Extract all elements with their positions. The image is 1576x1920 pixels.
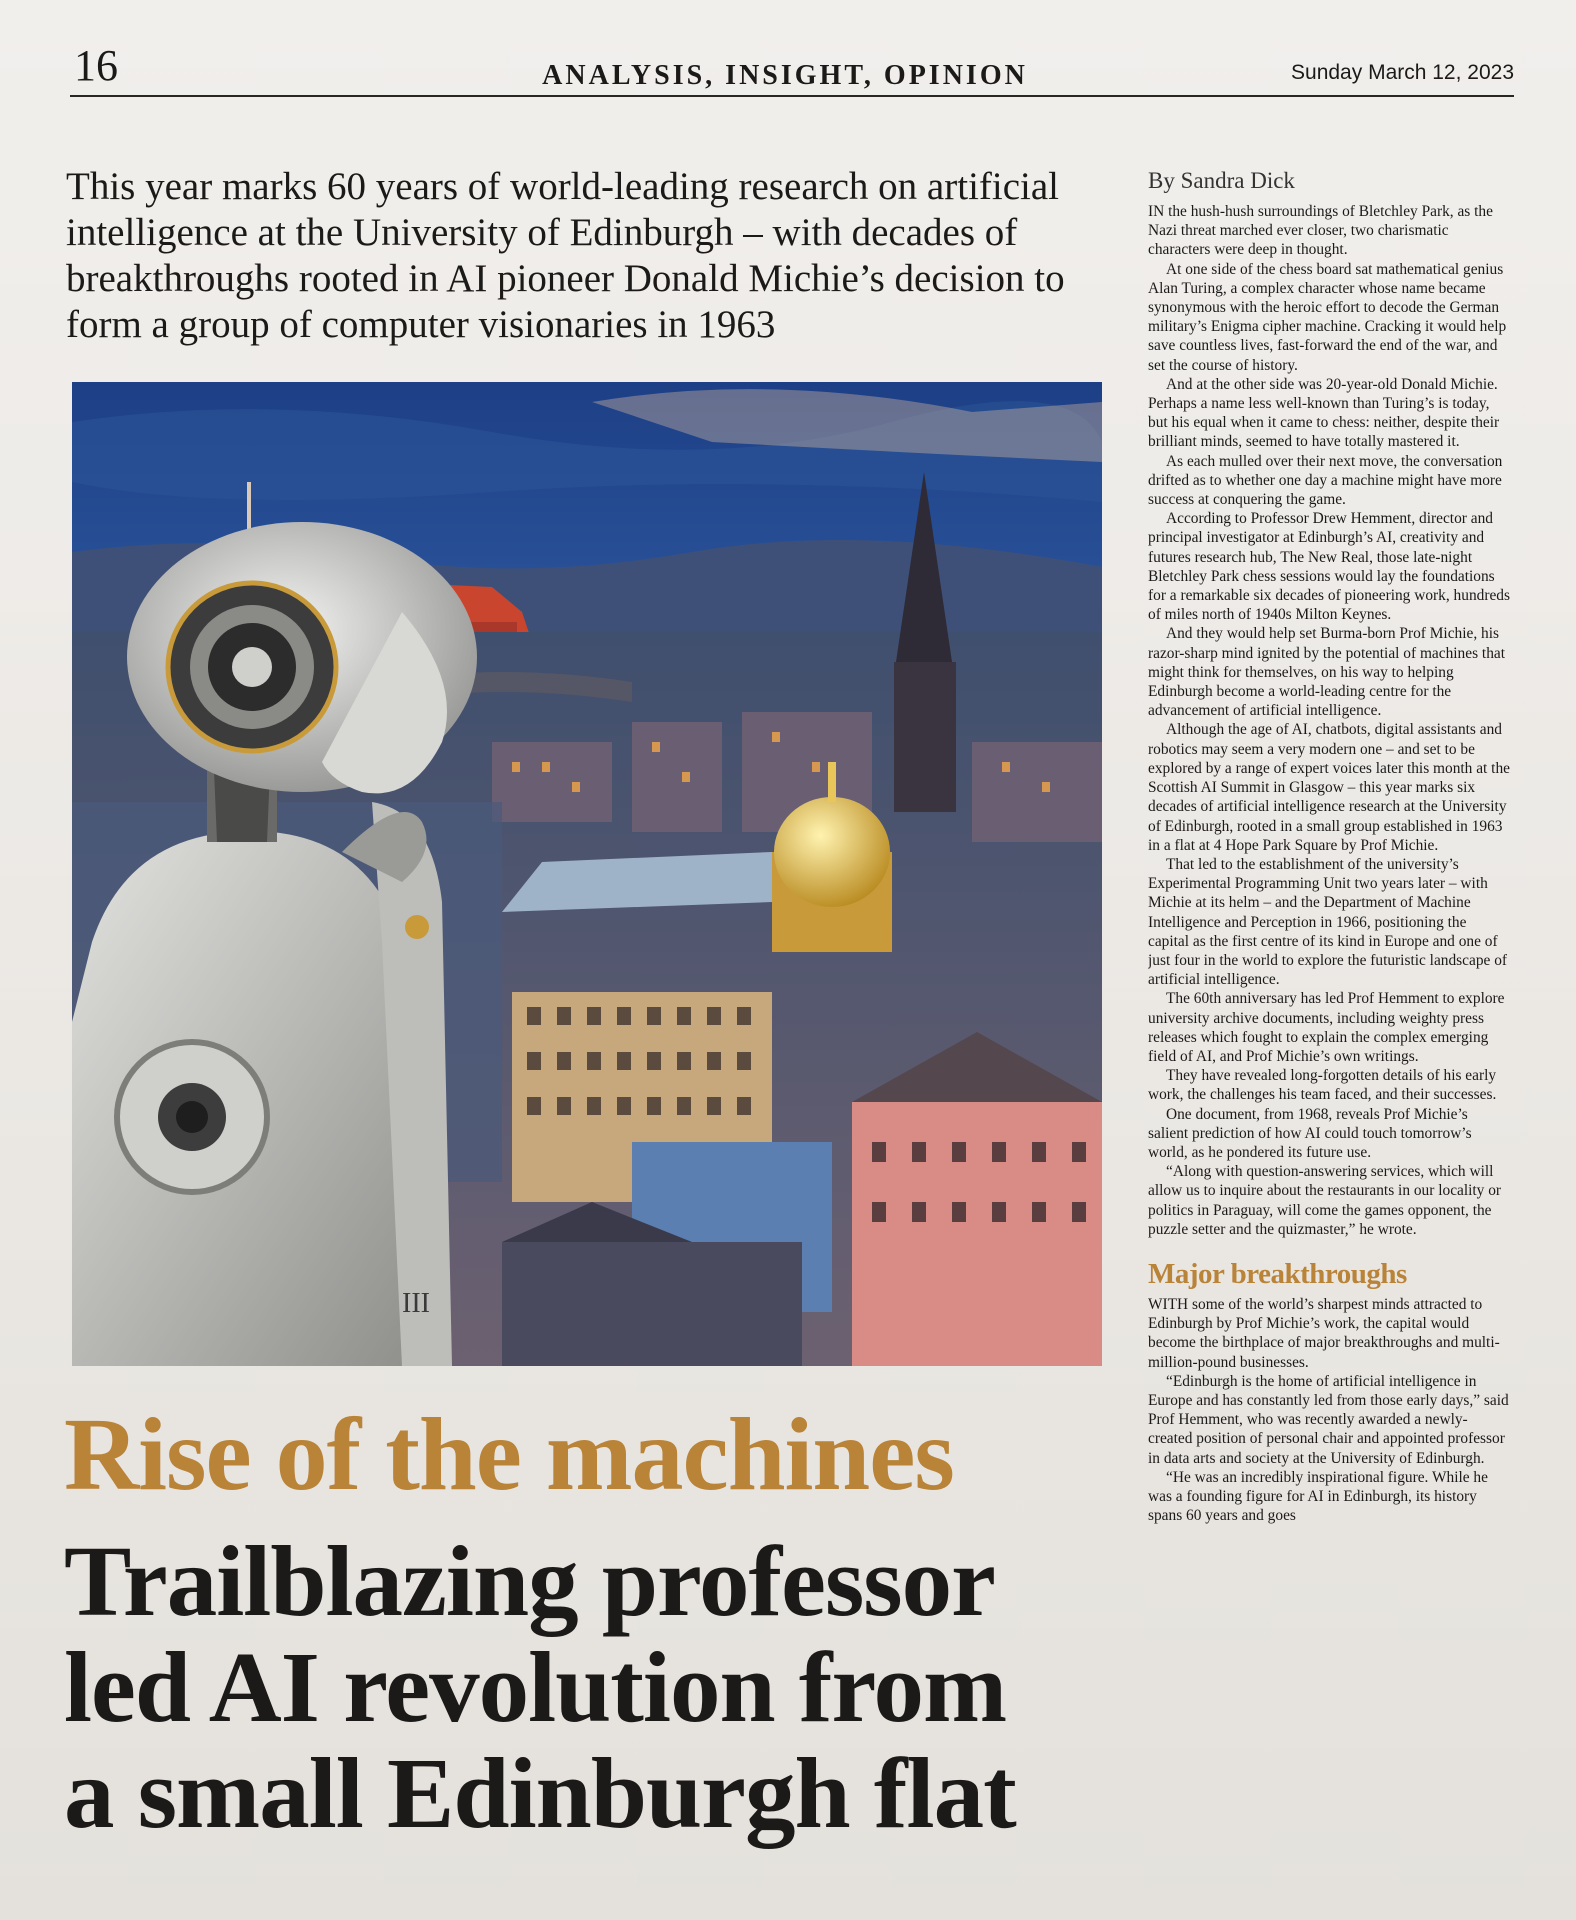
body-paragraph: And at the other side was 20-year-old Donald Michie. Perhaps a name less well-known than Turing’s is today, but his equal when it came to chess: neither, despite their brilliant minds, seemed to have totally mastered it. xyxy=(1148,375,1500,451)
body-paragraph: The 60th anniversary has led Prof Hemment to explore university archive documents, including weighty press releases which fought to explain the complex emerging field of AI, and Prof Michie’s own writings. xyxy=(1148,990,1505,1065)
header-rule xyxy=(70,95,1514,97)
standfirst: This year marks 60 years of world-leading research on artificial intelligence at the University of Edinburgh – with decades of breakthroughs rooted in AI pioneer Donald Michie’s decision to form a group of computer visionaries in 1963 xyxy=(66,165,1065,346)
body-paragraph: They have revealed long-forgotten details of his early work, the challenges his team faced, and their successes. xyxy=(1148,1067,1497,1104)
headline-line: a small Edinburgh flat xyxy=(64,1737,1016,1849)
body-paragraph: WITH some of the world’s sharpest minds attracted to Edinburgh by Prof Michie’s work, the capital would become the birthplace of major breakthroughs and multi-million-pound businesses. xyxy=(1148,1295,1500,1371)
svg-text:III: III xyxy=(402,1288,430,1319)
body-paragraph: “Along with question-answering services, which will allow us to inquire about the restaurants in our locality or politics in Paraguay, will come the games opponent, the puzzle setter and the quizmaster,” he wrote. xyxy=(1148,1163,1502,1238)
article-body-column xyxy=(1148,166,1510,1886)
body-paragraph: As each mulled over their next move, the conversation drifted as to whether one day a machine might have more success at conquering the game. xyxy=(1148,452,1503,509)
body-paragraph: “He was an incredibly inspirational figure. While he was a founding figure for AI in Edinburgh, its history spans 60 years and goes xyxy=(1148,1468,1488,1525)
body-paragraph: And they would help set Burma-born Prof Michie, his razor-sharp mind ignited by the potential of machines that might think for themselves, on his way to helping Edinburgh become a world-leading centre for the advancement of artificial intelligence. xyxy=(1148,625,1505,720)
kicker-headline: Rise of the machines xyxy=(64,1397,954,1512)
robot-figure xyxy=(72,522,477,1366)
main-headline xyxy=(64,1525,1114,1849)
body-paragraph: That led to the establishment of the university’s Experimental Programming Unit two years later – with Michie at its helm – and the Department of Machine Intelligence and Perception in 1966, positioning the capital as the first centre of its kind in Europe and one of just four in the world to explore the futuristic landscape of artificial intelligence. xyxy=(1148,855,1508,989)
body-paragraph: “Edinburgh is the home of artificial intelligence in Europe and has constantly led from those early days,” said Prof Hemment, who was recently awarded a newly-created position of personal chair and appointed professor in data arts and society at the University of Edinburgh. xyxy=(1148,1372,1509,1467)
headline-line: Trailblazing professor xyxy=(64,1525,995,1637)
page-number: 16 xyxy=(74,41,118,90)
body-paragraph: Although the age of AI, chatbots, digital assistants and robotics may seem a very modern one – and set to be explored by a range of expert voices later this month at the Scottish AI Summit in Glasgow – this year marks six decades of artificial intelligence research at the University of Edinburgh, rooted in a small group established in 1963 in a flat at 4 Hope Park Square by Prof Michie. xyxy=(1148,721,1510,854)
body-paragraph: One document, from 1968, reveals Prof Michie’s salient prediction of how AI could touch tomorrow’s world, as he pondered its future use. xyxy=(1148,1105,1472,1161)
byline: By Sandra Dick xyxy=(1148,168,1295,193)
body-paragraph: At one side of the chess board sat mathematical genius Alan Turing, a complex character whose name became synonymous with the heroic effort to decode the German military’s Enigma cipher machine. Cracking it would help save countless lives, fast-forward the end of the war, and set the course of history. xyxy=(1148,260,1507,374)
headline-line: led AI revolution from xyxy=(64,1631,1007,1743)
issue-date: Sunday March 12, 2023 xyxy=(1291,61,1514,84)
body-paragraph: According to Professor Drew Hemment, director and principal investigator at Edinburgh’s AI, creativity and futures research hub, The New Real, those late-night Bletchley Park chess sessions would lay the foundations for a remarkable six decades of pioneering work, hundreds of miles north of 1940s Milton Keynes. xyxy=(1148,510,1510,624)
subheading: Major breakthroughs xyxy=(1148,1257,1407,1290)
section-title: ANALYSIS, INSIGHT, OPINION xyxy=(542,60,1028,91)
robot-edinburgh-photo xyxy=(72,382,1102,1366)
body-paragraph: IN the hush-hush surroundings of Bletchley Park, as the Nazi threat marched ever closer, two charismatic characters were deep in thought. xyxy=(1148,203,1493,259)
